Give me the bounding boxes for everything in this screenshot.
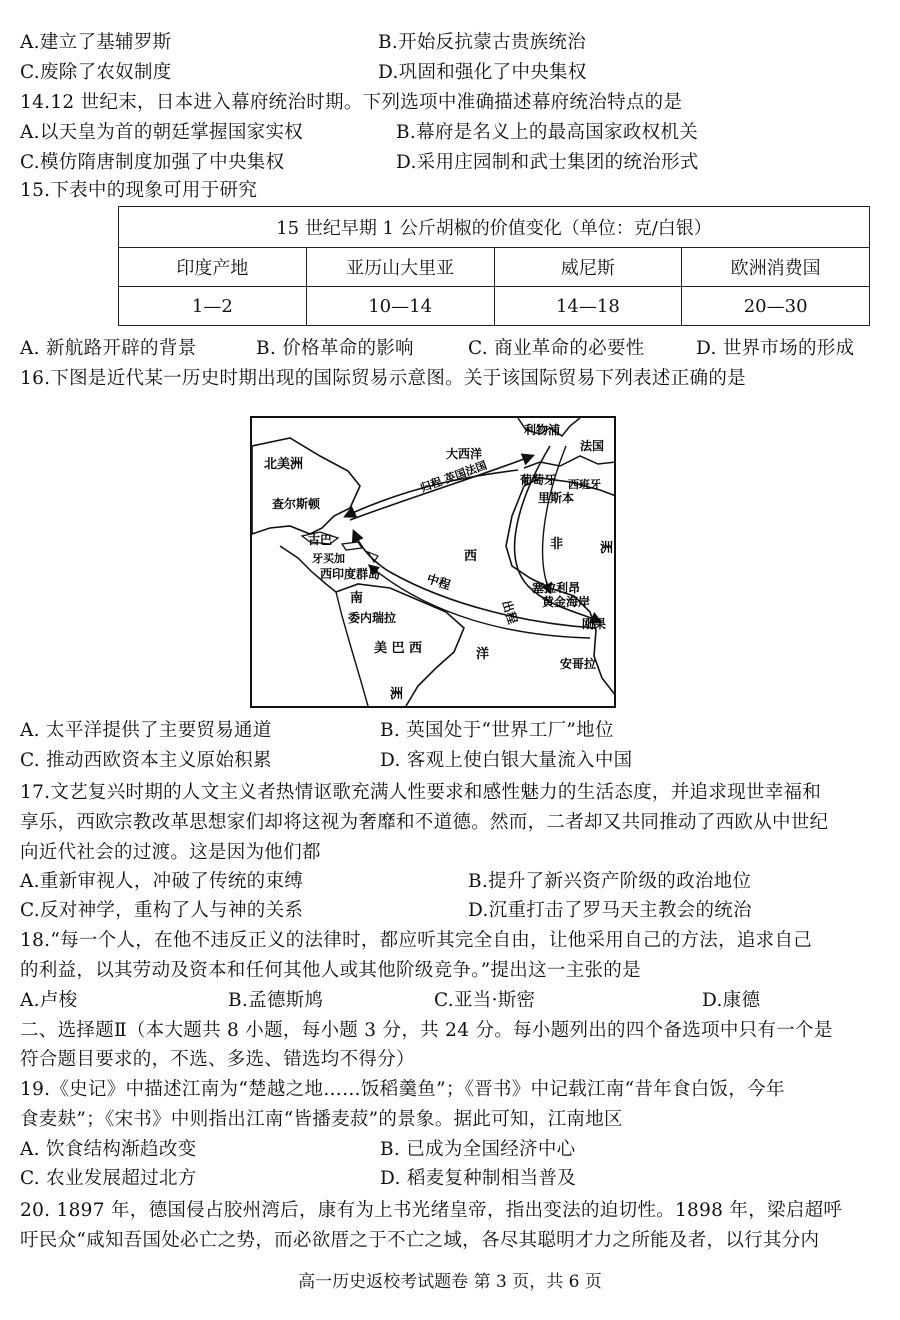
label-france: 法国	[580, 439, 605, 453]
option-16a: A. 太平洋提供了主要贸易通道	[20, 720, 272, 741]
question-19-line-1: 19.《史记》中描述江南为“楚越之地……饭稻羹鱼”；《晋书》中记载江南“昔年食白饭，今年	[20, 1079, 785, 1100]
question-17-line-1: 17.文艺复兴时期的人文主义者热情讴歌充满人性要求和感性魅力的生活态度，并追求现世幸福和	[20, 782, 822, 803]
table-header: 印度产地	[119, 248, 307, 287]
table-cell: 10—14	[306, 287, 494, 326]
table-cell: 1—2	[119, 287, 307, 326]
option-14a: A.以天皇为首的朝廷掌握国家实权	[20, 122, 304, 143]
page-footer: 高一历史返校考试题卷 第 3 页，共 6 页	[298, 1272, 602, 1292]
map-svg	[250, 416, 616, 708]
option-17a: A.重新审视人，冲破了传统的束缚	[20, 871, 304, 892]
option-18c: C.亚当·斯密	[434, 990, 536, 1011]
label-america-brazil: 美 巴 西	[374, 641, 423, 656]
table-header: 欧洲消费国	[682, 248, 870, 287]
option-15a: A. 新航路开辟的背景	[20, 338, 197, 359]
label-middle-passage: 中程	[425, 571, 453, 593]
option-16d: D. 客观上使白银大量流入中国	[380, 750, 633, 771]
table-cell: 20—30	[682, 287, 870, 326]
option-18d: D.康德	[702, 990, 761, 1011]
option-15c: C. 商业革命的必要性	[468, 338, 645, 359]
question-18-line-1: 18.“每一个人，在他不违反正义的法律时，都应听其完全自由，让他采用自己的方法，追求自己	[20, 930, 813, 951]
table-cell: 14—18	[494, 287, 682, 326]
label-outbound: 出程	[499, 598, 520, 626]
option-18a: A.卢梭	[20, 990, 78, 1011]
label-ocean: 洋	[476, 647, 490, 662]
label-atlantic: 大西洋	[446, 447, 483, 461]
label-angola: 安哥拉	[559, 657, 596, 671]
option-13b: B.开始反抗蒙古贵族统治	[378, 32, 587, 53]
option-19c: C. 农业发展超过北方	[20, 1168, 197, 1189]
label-west-indies: 西印度群岛	[320, 567, 381, 581]
option-18b: B.孟德斯鸠	[228, 990, 324, 1011]
label-cuba: 古巴	[308, 533, 333, 547]
question-15: 15.下表中的现象可用于研究	[20, 180, 258, 201]
pepper-price-table	[118, 206, 870, 326]
label-portugal: 葡萄牙	[520, 473, 557, 487]
label-africa-1: 非	[550, 537, 564, 552]
label-west: 西	[464, 549, 478, 564]
table-header: 亚历山大里亚	[306, 248, 494, 287]
option-14d: D.采用庄园制和武士集团的统治形式	[396, 152, 699, 173]
label-south: 南	[350, 591, 364, 606]
option-16b: B. 英国处于“世界工厂”地位	[380, 720, 614, 741]
option-16c: C. 推动西欧资本主义原始积累	[20, 750, 272, 771]
option-17b: B.提升了新兴资产阶级的政治地位	[468, 871, 752, 892]
table-caption: 15 世纪早期 1 公斤胡椒的价值变化（单位：克/白银）	[119, 207, 870, 248]
option-17c: C.反对神学，重构了人与神的关系	[20, 900, 304, 921]
option-19d: D. 稻麦复种制相当普及	[380, 1168, 577, 1189]
option-19a: A. 饮食结构渐趋改变	[20, 1139, 197, 1160]
section-2-header-line-1: 二、选择题Ⅱ（本大题共 8 小题，每小题 3 分，共 24 分。每小题列出的四个备选项中只有一个是	[20, 1020, 833, 1041]
option-15b: B. 价格革命的影响	[256, 338, 414, 359]
option-14c: C.模仿隋唐制度加强了中央集权	[20, 152, 285, 173]
label-venezuela: 委内瑞拉	[348, 611, 397, 625]
label-congo: 刚果	[581, 617, 606, 631]
question-16: 16.下图是近代某一历史时期出现的国际贸易示意图。关于该国际贸易下列表述正确的是	[20, 368, 746, 389]
label-lisbon: 里斯本	[538, 491, 575, 505]
section-2-header-line-2: 符合题目要求的，不选、多选、错选均不得分）	[20, 1049, 415, 1070]
label-continent: 洲	[390, 687, 404, 702]
question-17-line-3: 向近代社会的过渡。这是因为他们都	[20, 842, 321, 863]
label-liverpool: 利物浦	[524, 423, 561, 437]
question-17-line-2: 享乐，西欧宗教改革思想家们却将这视为奢靡和不道德。然而，二者却又共同推动了西欧从中世纪	[20, 812, 829, 833]
table-header: 威尼斯	[494, 248, 682, 287]
option-13a: A.建立了基辅罗斯	[20, 32, 172, 53]
label-spain: 西班牙	[568, 478, 601, 491]
label-africa-2: 洲	[600, 541, 614, 556]
triangular-trade-map	[250, 416, 616, 708]
question-20-line-2: 吁民众“咸知吾国处必亡之势，而必欲厝之于不亡之域，各尽其聪明才力之所能及者，以行其分内	[20, 1230, 820, 1251]
option-13d: D.巩固和强化了中央集权	[378, 62, 587, 83]
label-return-leg: 归程 英国法国	[418, 458, 489, 495]
option-17d: D.沉重打击了罗马天主教会的统治	[468, 900, 752, 921]
label-gold-coast: 黄金海岸	[542, 595, 591, 609]
question-18-line-2: 的利益，以其劳动及资本和任何其他人或其他阶级竞争。”提出这一主张的是	[20, 960, 641, 981]
label-jamaica: 牙买加	[312, 552, 345, 565]
label-north-america: 北美洲	[264, 457, 304, 472]
label-sierra-leone: 塞拉利昂	[532, 581, 581, 595]
question-14: 14.12 世纪末，日本进入幕府统治时期。下列选项中准确描述幕府统治特点的是	[20, 92, 683, 113]
label-charleston: 查尔斯顿	[272, 497, 321, 511]
option-14b: B.幕府是名义上的最高国家政权机关	[396, 122, 699, 143]
question-19-line-2: 食麦麸”；《宋书》中则指出江南“皆播麦菽”的景象。据此可知，江南地区	[20, 1109, 623, 1130]
question-20-line-1: 20. 1897 年，德国侵占胶州湾后，康有为上书光绪皇帝，指出变法的迫切性。1898 年，梁启超呼	[20, 1200, 843, 1221]
option-13c: C.废除了农奴制度	[20, 62, 172, 83]
option-15d: D. 世界市场的形成	[696, 338, 855, 359]
option-19b: B. 已成为全国经济中心	[380, 1139, 576, 1160]
